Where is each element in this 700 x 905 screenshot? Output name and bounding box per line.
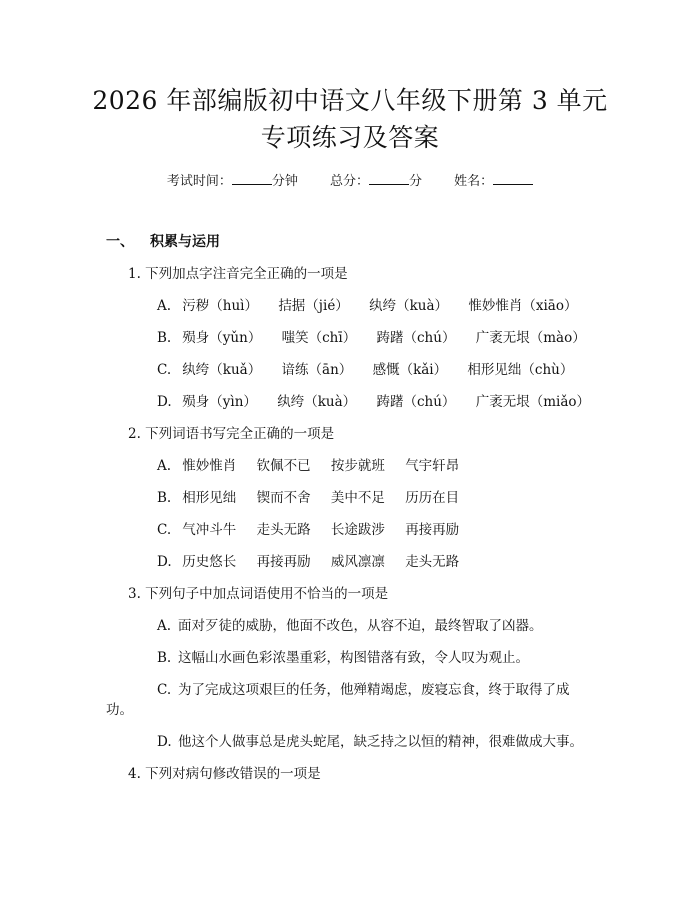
total-score-label: 总分： — [329, 174, 369, 189]
student-name-label: 姓名： — [454, 174, 494, 189]
option-text: 为了完成这项艰巨的任务，他殚精竭虑，废寝忘食，终于取得了成 — [178, 682, 570, 698]
exam-time-label: 考试时间： — [166, 174, 232, 189]
option-letter: C. — [157, 362, 172, 378]
option-item: 踌躇（chú） — [376, 330, 456, 346]
option-item: 纨绔（kuà） — [369, 298, 449, 314]
question-2-stem: 2. 下列词语书写完全正确的一项是 — [128, 426, 335, 442]
option-item: 惟妙惟肖 — [182, 458, 237, 474]
option-item: 历历在目 — [405, 490, 460, 506]
exam-info — [0, 170, 700, 189]
option-item: 踌躇（chú） — [376, 394, 456, 410]
option-item: 广袤无垠（miǎo） — [475, 394, 591, 410]
option-item: 气冲斗牛 — [182, 522, 237, 538]
option-item: 相形见绌（chù） — [467, 362, 574, 378]
student-name-blank — [493, 172, 533, 185]
option-item: 广袤无垠（mào） — [475, 330, 586, 346]
option-item: 纨绔（kuǎ） — [182, 362, 262, 378]
option-item: 再接再励 — [256, 554, 311, 570]
question-1-option-c — [157, 358, 573, 378]
option-item: 历史悠长 — [182, 554, 237, 570]
option-item: 殒身（yìn） — [182, 394, 257, 410]
option-item: 钦佩不已 — [256, 458, 311, 474]
question-3-option-d — [157, 730, 583, 750]
option-item: 威风凛凛 — [330, 554, 385, 570]
question-1-option-b — [157, 326, 586, 346]
option-item: 美中不足 — [330, 490, 385, 506]
option-letter: D. — [157, 394, 172, 410]
question-3-option-c-continuation: 功。 — [106, 702, 133, 718]
option-item: 惟妙惟肖（xiāo） — [468, 298, 578, 314]
option-item: 气宇轩昂 — [405, 458, 460, 474]
option-letter: B. — [157, 490, 172, 506]
exam-time-field — [167, 170, 298, 189]
option-item: 按步就班 — [330, 458, 385, 474]
question-2-option-b — [157, 486, 459, 506]
total-score-field — [330, 170, 422, 189]
question-3-option-c — [157, 678, 570, 698]
section-number: 一、 — [106, 234, 134, 250]
section-heading — [106, 231, 220, 251]
question-1-option-d — [157, 390, 590, 410]
option-item: 相形见绌 — [182, 490, 237, 506]
question-3-stem: 3. 下列句子中加点词语使用不恰当的一项是 — [128, 586, 389, 602]
question-4-stem: 4. 下列对病句修改错误的一项是 — [128, 766, 321, 782]
option-item: 再接再励 — [405, 522, 460, 538]
question-3-option-b — [157, 646, 529, 666]
question-2-option-a — [157, 454, 459, 474]
exam-time-blank — [232, 172, 272, 185]
page-title-line-2: 专项练习及答案 — [260, 123, 440, 152]
option-letter: C. — [157, 522, 172, 538]
option-item: 纨绔（kuà） — [277, 394, 357, 410]
option-text: 他这个人做事总是虎头蛇尾，缺乏持之以恒的精神，很难做成大事。 — [178, 734, 583, 750]
option-letter: D. — [157, 554, 172, 570]
option-item: 长途跋涉 — [330, 522, 385, 538]
question-3-option-a — [157, 614, 543, 634]
page-title-line-1: 2026 年部编版初中语文八年级下册第 3 单元 — [92, 86, 608, 115]
option-letter: D. — [157, 734, 172, 750]
option-item: 殒身（yǔn） — [182, 330, 262, 346]
total-score-unit: 分 — [409, 174, 423, 189]
option-letter: A. — [157, 618, 172, 634]
option-item: 嗤笑（chī） — [281, 330, 357, 346]
option-item: 拮据（jié） — [278, 298, 349, 314]
option-item: 感慨（kǎi） — [372, 362, 448, 378]
option-item: 污秽（huì） — [182, 298, 259, 314]
option-letter: C. — [157, 682, 172, 698]
option-text: 这幅山水画色彩浓墨重彩，构图错落有致，令人叹为观止。 — [178, 650, 529, 666]
option-text: 面对歹徒的威胁，他面不改色，从容不迫，最终智取了凶器。 — [178, 618, 543, 634]
option-letter: B. — [157, 650, 172, 666]
question-1-stem: 1. 下列加点字注音完全正确的一项是 — [128, 266, 348, 282]
question-1-option-a — [157, 294, 577, 314]
option-item: 锲而不舍 — [256, 490, 311, 506]
student-name-field — [454, 170, 533, 189]
option-item: 谙练（ān） — [281, 362, 353, 378]
exam-time-unit: 分钟 — [271, 174, 298, 189]
option-item: 走头无路 — [256, 522, 311, 538]
option-letter: A. — [157, 298, 172, 314]
option-letter: A. — [157, 458, 172, 474]
question-2-option-d — [157, 550, 459, 570]
section-title: 积累与运用 — [150, 234, 220, 250]
option-item: 走头无路 — [405, 554, 460, 570]
option-letter: B. — [157, 330, 172, 346]
total-score-blank — [369, 172, 409, 185]
question-2-option-c — [157, 518, 459, 538]
